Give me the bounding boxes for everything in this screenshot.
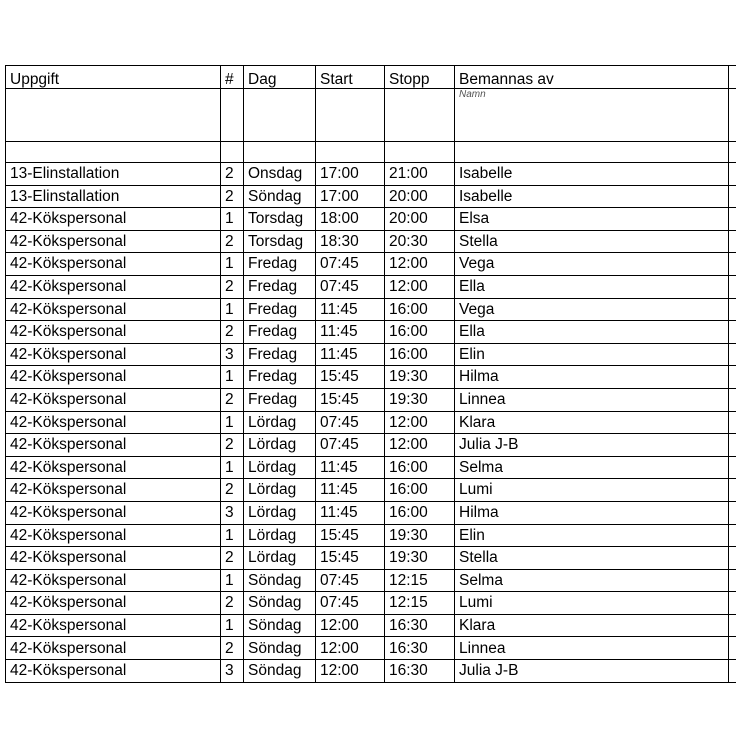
table-row bbox=[6, 434, 736, 457]
cell-extra bbox=[729, 501, 736, 524]
cell-start: 11:45 bbox=[316, 321, 385, 344]
cell-start: 07:45 bbox=[316, 569, 385, 592]
table-row bbox=[6, 343, 736, 366]
cell-name: Klara bbox=[455, 411, 729, 434]
cell-task: 42-Kökspersonal bbox=[6, 660, 221, 683]
cell-day: Fredag bbox=[244, 388, 316, 411]
cell-extra bbox=[729, 230, 736, 253]
cell-count: 2 bbox=[221, 637, 244, 660]
cell-name: Selma bbox=[455, 569, 729, 592]
cell-day: Söndag bbox=[244, 185, 316, 208]
cell-stop: 12:15 bbox=[385, 569, 455, 592]
cell-count: 2 bbox=[221, 592, 244, 615]
blank-cell bbox=[729, 142, 736, 163]
cell-name: Lumi bbox=[455, 479, 729, 502]
cell-task: 42-Kökspersonal bbox=[6, 569, 221, 592]
cell-stop: 20:00 bbox=[385, 185, 455, 208]
subheader-cell bbox=[6, 89, 221, 142]
cell-task: 42-Kökspersonal bbox=[6, 637, 221, 660]
cell-start: 15:45 bbox=[316, 366, 385, 389]
cell-start: 11:45 bbox=[316, 343, 385, 366]
cell-stop: 21:00 bbox=[385, 163, 455, 186]
cell-name: Elsa bbox=[455, 208, 729, 231]
cell-stop: 16:30 bbox=[385, 660, 455, 683]
cell-name: Hilma bbox=[455, 501, 729, 524]
table-row bbox=[6, 524, 736, 547]
table-row bbox=[6, 253, 736, 276]
cell-name: Selma bbox=[455, 456, 729, 479]
cell-start: 11:45 bbox=[316, 298, 385, 321]
subheader-row bbox=[6, 89, 736, 142]
cell-day: Söndag bbox=[244, 614, 316, 637]
cell-stop: 20:00 bbox=[385, 208, 455, 231]
cell-count: 3 bbox=[221, 660, 244, 683]
cell-day: Lördag bbox=[244, 524, 316, 547]
cell-stop: 16:30 bbox=[385, 637, 455, 660]
cell-day: Söndag bbox=[244, 637, 316, 660]
cell-extra bbox=[729, 253, 736, 276]
cell-extra bbox=[729, 524, 736, 547]
column-header-extra bbox=[729, 66, 736, 89]
blank-cell bbox=[6, 142, 221, 163]
cell-count: 2 bbox=[221, 434, 244, 457]
cell-task: 42-Kökspersonal bbox=[6, 230, 221, 253]
cell-task: 42-Kökspersonal bbox=[6, 434, 221, 457]
cell-name: Julia J-B bbox=[455, 660, 729, 683]
table-row bbox=[6, 208, 736, 231]
cell-extra bbox=[729, 366, 736, 389]
cell-task: 42-Kökspersonal bbox=[6, 614, 221, 637]
cell-name: Isabelle bbox=[455, 185, 729, 208]
cell-task: 42-Kökspersonal bbox=[6, 501, 221, 524]
table-row bbox=[6, 614, 736, 637]
schedule-sheet bbox=[5, 65, 736, 683]
cell-day: Fredag bbox=[244, 298, 316, 321]
cell-name: Vega bbox=[455, 298, 729, 321]
cell-count: 1 bbox=[221, 366, 244, 389]
column-header-staffed-by: Bemannas av bbox=[455, 66, 729, 89]
cell-start: 11:45 bbox=[316, 501, 385, 524]
cell-count: 2 bbox=[221, 163, 244, 186]
cell-task: 13-Elinstallation bbox=[6, 163, 221, 186]
cell-start: 18:30 bbox=[316, 230, 385, 253]
cell-extra bbox=[729, 637, 736, 660]
cell-start: 18:00 bbox=[316, 208, 385, 231]
cell-count: 1 bbox=[221, 524, 244, 547]
subheader-cell bbox=[221, 89, 244, 142]
cell-extra bbox=[729, 614, 736, 637]
cell-name: Julia J-B bbox=[455, 434, 729, 457]
cell-day: Söndag bbox=[244, 592, 316, 615]
cell-name: Isabelle bbox=[455, 163, 729, 186]
blank-cell bbox=[221, 142, 244, 163]
table-row bbox=[6, 163, 736, 186]
name-sublabel: Namn bbox=[459, 89, 486, 100]
cell-stop: 12:00 bbox=[385, 275, 455, 298]
table-row bbox=[6, 501, 736, 524]
cell-count: 1 bbox=[221, 614, 244, 637]
cell-extra bbox=[729, 592, 736, 615]
cell-extra bbox=[729, 185, 736, 208]
cell-extra bbox=[729, 388, 736, 411]
cell-name: Elin bbox=[455, 524, 729, 547]
cell-task: 42-Kökspersonal bbox=[6, 275, 221, 298]
cell-name: Vega bbox=[455, 253, 729, 276]
cell-extra bbox=[729, 321, 736, 344]
cell-count: 2 bbox=[221, 185, 244, 208]
cell-task: 42-Kökspersonal bbox=[6, 456, 221, 479]
cell-task: 42-Kökspersonal bbox=[6, 298, 221, 321]
cell-task: 42-Kökspersonal bbox=[6, 388, 221, 411]
table-row bbox=[6, 230, 736, 253]
cell-day: Lördag bbox=[244, 479, 316, 502]
cell-day: Fredag bbox=[244, 366, 316, 389]
column-header-count: # bbox=[221, 66, 244, 89]
cell-day: Söndag bbox=[244, 660, 316, 683]
cell-extra bbox=[729, 208, 736, 231]
cell-task: 42-Kökspersonal bbox=[6, 547, 221, 570]
cell-name: Hilma bbox=[455, 366, 729, 389]
cell-start: 12:00 bbox=[316, 660, 385, 683]
cell-day: Onsdag bbox=[244, 163, 316, 186]
cell-count: 1 bbox=[221, 569, 244, 592]
cell-start: 12:00 bbox=[316, 637, 385, 660]
cell-task: 42-Kökspersonal bbox=[6, 208, 221, 231]
cell-day: Fredag bbox=[244, 321, 316, 344]
cell-count: 2 bbox=[221, 479, 244, 502]
cell-stop: 16:00 bbox=[385, 321, 455, 344]
cell-stop: 12:00 bbox=[385, 411, 455, 434]
table-row bbox=[6, 637, 736, 660]
cell-stop: 20:30 bbox=[385, 230, 455, 253]
cell-day: Lördag bbox=[244, 456, 316, 479]
cell-extra bbox=[729, 434, 736, 457]
cell-name: Ella bbox=[455, 275, 729, 298]
table-row bbox=[6, 411, 736, 434]
table-row bbox=[6, 547, 736, 570]
cell-extra bbox=[729, 456, 736, 479]
table-row bbox=[6, 569, 736, 592]
cell-task: 42-Kökspersonal bbox=[6, 321, 221, 344]
blank-cell bbox=[244, 142, 316, 163]
cell-task: 13-Elinstallation bbox=[6, 185, 221, 208]
cell-day: Fredag bbox=[244, 343, 316, 366]
table-row bbox=[6, 321, 736, 344]
subheader-cell bbox=[244, 89, 316, 142]
cell-start: 17:00 bbox=[316, 185, 385, 208]
cell-task: 42-Kökspersonal bbox=[6, 479, 221, 502]
cell-count: 1 bbox=[221, 411, 244, 434]
cell-day: Torsdag bbox=[244, 208, 316, 231]
cell-start: 15:45 bbox=[316, 388, 385, 411]
cell-stop: 19:30 bbox=[385, 366, 455, 389]
cell-stop: 16:00 bbox=[385, 298, 455, 321]
subheader-cell bbox=[385, 89, 455, 142]
cell-stop: 16:00 bbox=[385, 456, 455, 479]
cell-start: 11:45 bbox=[316, 479, 385, 502]
blank-cell bbox=[455, 142, 729, 163]
cell-stop: 16:00 bbox=[385, 343, 455, 366]
cell-day: Lördag bbox=[244, 434, 316, 457]
table-row bbox=[6, 660, 736, 683]
cell-day: Torsdag bbox=[244, 230, 316, 253]
cell-count: 1 bbox=[221, 456, 244, 479]
table-row bbox=[6, 388, 736, 411]
table-row bbox=[6, 456, 736, 479]
cell-day: Fredag bbox=[244, 253, 316, 276]
header-row bbox=[6, 66, 736, 89]
cell-task: 42-Kökspersonal bbox=[6, 253, 221, 276]
cell-start: 07:45 bbox=[316, 411, 385, 434]
table-row bbox=[6, 275, 736, 298]
schedule-table bbox=[5, 65, 736, 683]
cell-count: 2 bbox=[221, 275, 244, 298]
cell-day: Söndag bbox=[244, 569, 316, 592]
blank-cell bbox=[385, 142, 455, 163]
cell-start: 15:45 bbox=[316, 524, 385, 547]
cell-count: 2 bbox=[221, 321, 244, 344]
cell-task: 42-Kökspersonal bbox=[6, 366, 221, 389]
cell-name: Stella bbox=[455, 547, 729, 570]
cell-stop: 12:15 bbox=[385, 592, 455, 615]
cell-start: 07:45 bbox=[316, 592, 385, 615]
subheader-cell-name bbox=[455, 89, 729, 142]
cell-task: 42-Kökspersonal bbox=[6, 411, 221, 434]
cell-extra bbox=[729, 163, 736, 186]
cell-extra bbox=[729, 660, 736, 683]
cell-stop: 16:00 bbox=[385, 479, 455, 502]
cell-task: 42-Kökspersonal bbox=[6, 343, 221, 366]
table-row bbox=[6, 592, 736, 615]
cell-extra bbox=[729, 569, 736, 592]
cell-task: 42-Kökspersonal bbox=[6, 524, 221, 547]
cell-name: Elin bbox=[455, 343, 729, 366]
cell-day: Fredag bbox=[244, 275, 316, 298]
cell-count: 2 bbox=[221, 230, 244, 253]
cell-start: 12:00 bbox=[316, 614, 385, 637]
cell-day: Lördag bbox=[244, 547, 316, 570]
subheader-cell bbox=[729, 89, 736, 142]
cell-start: 17:00 bbox=[316, 163, 385, 186]
blank-cell bbox=[316, 142, 385, 163]
schedule-body bbox=[6, 163, 736, 683]
cell-count: 3 bbox=[221, 501, 244, 524]
cell-day: Lördag bbox=[244, 411, 316, 434]
cell-extra bbox=[729, 298, 736, 321]
cell-extra bbox=[729, 479, 736, 502]
cell-start: 07:45 bbox=[316, 275, 385, 298]
table-row bbox=[6, 298, 736, 321]
table-row bbox=[6, 185, 736, 208]
cell-count: 1 bbox=[221, 253, 244, 276]
cell-extra bbox=[729, 343, 736, 366]
cell-extra bbox=[729, 411, 736, 434]
cell-name: Lumi bbox=[455, 592, 729, 615]
cell-stop: 16:00 bbox=[385, 501, 455, 524]
cell-name: Ella bbox=[455, 321, 729, 344]
cell-stop: 19:30 bbox=[385, 388, 455, 411]
cell-stop: 16:30 bbox=[385, 614, 455, 637]
cell-extra bbox=[729, 275, 736, 298]
column-header-start: Start bbox=[316, 66, 385, 89]
cell-stop: 19:30 bbox=[385, 547, 455, 570]
cell-stop: 12:00 bbox=[385, 253, 455, 276]
cell-name: Linnea bbox=[455, 637, 729, 660]
cell-count: 1 bbox=[221, 208, 244, 231]
cell-name: Linnea bbox=[455, 388, 729, 411]
blank-row bbox=[6, 142, 736, 163]
cell-extra bbox=[729, 547, 736, 570]
column-header-day: Dag bbox=[244, 66, 316, 89]
cell-count: 2 bbox=[221, 547, 244, 570]
cell-count: 3 bbox=[221, 343, 244, 366]
column-header-task: Uppgift bbox=[6, 66, 221, 89]
cell-count: 2 bbox=[221, 388, 244, 411]
cell-name: Klara bbox=[455, 614, 729, 637]
cell-start: 07:45 bbox=[316, 434, 385, 457]
column-header-stop: Stopp bbox=[385, 66, 455, 89]
table-row bbox=[6, 366, 736, 389]
cell-day: Lördag bbox=[244, 501, 316, 524]
cell-count: 1 bbox=[221, 298, 244, 321]
subheader-cell bbox=[316, 89, 385, 142]
table-row bbox=[6, 479, 736, 502]
cell-start: 11:45 bbox=[316, 456, 385, 479]
cell-start: 07:45 bbox=[316, 253, 385, 276]
cell-name: Stella bbox=[455, 230, 729, 253]
cell-stop: 19:30 bbox=[385, 524, 455, 547]
cell-stop: 12:00 bbox=[385, 434, 455, 457]
cell-task: 42-Kökspersonal bbox=[6, 592, 221, 615]
cell-start: 15:45 bbox=[316, 547, 385, 570]
